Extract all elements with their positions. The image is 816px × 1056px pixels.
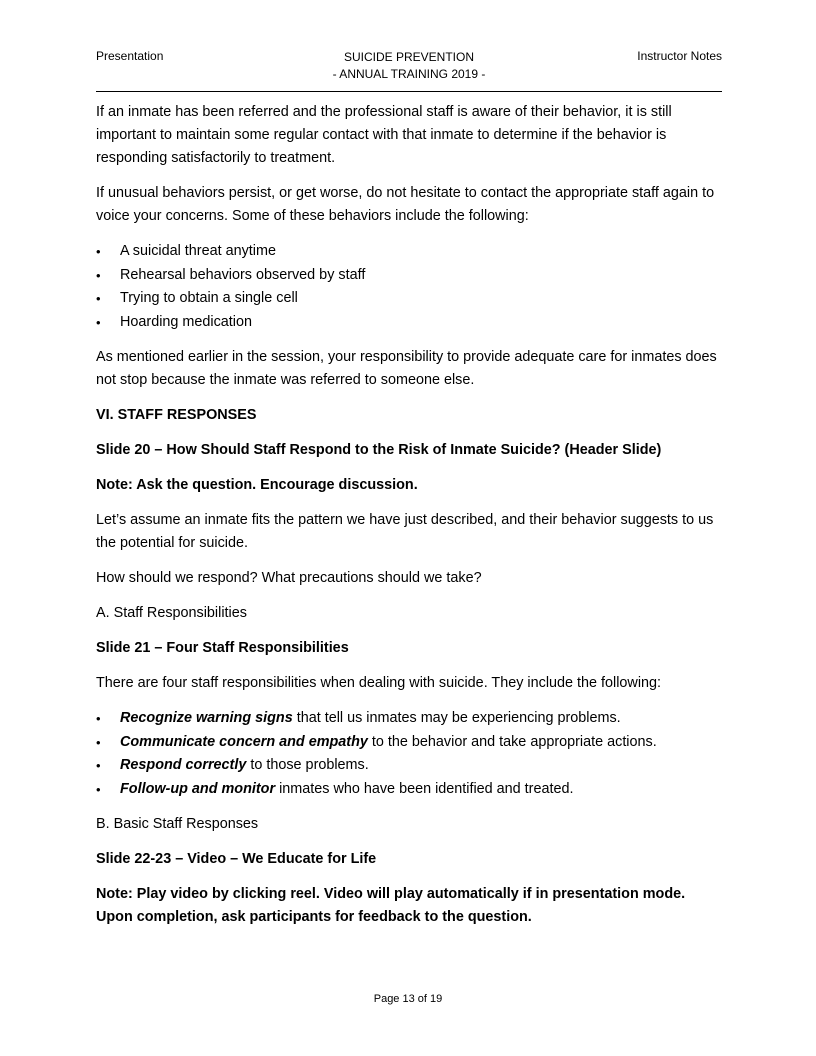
header-right-label: Instructor Notes (637, 49, 722, 63)
subsection-a-heading: A. Staff Responsibilities (96, 605, 247, 621)
paragraph-four-responsibilities: There are four staff responsibilities when dealing with suicide. They include the following: (96, 675, 662, 691)
bullet-icon: • (96, 244, 101, 259)
page-header (96, 49, 722, 92)
header-left-label: Presentation (96, 49, 164, 63)
page-number: Page 13 of 19 (373, 993, 443, 1005)
bullet-icon: • (96, 734, 101, 750)
bullet-icon: • (96, 314, 101, 330)
bullet-icon: • (96, 711, 101, 726)
list-item: • Follow-up and monitor inmates who have been identified and treated. (96, 778, 722, 802)
list-item: • Trying to obtain a single cell (96, 287, 722, 311)
responsibilities-list (96, 707, 722, 801)
list-item: • Recognize warning signs that tell us inmates may be experiencing problems. (96, 707, 722, 731)
list-item: • Hoarding medication (96, 311, 722, 335)
instructor-note-2: Note: Play video by clicking reel. Video will play automatically if in presentation mode. Upon completion, ask participants for feedback to the question. (96, 886, 686, 925)
paragraph-assume-inmate: Let’s assume an inmate fits the pattern we have just described, and their behavior suggests to us the potential for suicide. (96, 512, 714, 551)
header-title-line1: SUICIDE PREVENTION (343, 50, 475, 64)
list-item: • A suicidal threat anytime (96, 240, 722, 264)
list-item: • Respond correctly to those problems. (96, 754, 722, 778)
header-title (96, 49, 722, 83)
bullet-icon: • (96, 291, 101, 306)
list-item: • Communicate concern and empathy to the behavior and take appropriate actions. (96, 731, 722, 755)
paragraph-responsibility: As mentioned earlier in the session, your responsibility to provide adequate care for inmates does not stop because the inmate was referred to someone else. (96, 349, 717, 388)
behaviors-list (96, 240, 722, 334)
bullet-icon: • (96, 267, 101, 283)
bullet-icon: • (96, 758, 101, 773)
header-title-line2: - ANNUAL TRAINING 2019 - (332, 67, 486, 81)
bullet-icon: • (96, 781, 101, 797)
slide-20-heading: Slide 20 – How Should Staff Respond to the Risk of Inmate Suicide? (Header Slide) (96, 442, 662, 458)
section-heading-staff-responses: VI. STAFF RESPONSES (96, 407, 257, 423)
document-body (96, 101, 722, 941)
paragraph-unusual-behaviors: If unusual behaviors persist, or get worse, do not hesitate to contact the appropriate staff again to voice your concerns. Some of these behaviors include the following: (96, 185, 715, 224)
list-item: • Rehearsal behaviors observed by staff (96, 264, 722, 288)
paragraph-referral: If an inmate has been referred and the professional staff is aware of their behavior, it is still important to maintain some regular contact with that inmate to determine if the behavior is responding satisfactorily to treatment. (96, 104, 672, 166)
slide-22-23-heading: Slide 22-23 – Video – We Educate for Life (96, 851, 377, 867)
subsection-b-heading: B. Basic Staff Responses (96, 816, 259, 832)
paragraph-how-respond: How should we respond? What precautions should we take? (96, 570, 482, 586)
slide-21-heading: Slide 21 – Four Staff Responsibilities (96, 640, 349, 656)
instructor-note-1: Note: Ask the question. Encourage discussion. (96, 477, 418, 493)
